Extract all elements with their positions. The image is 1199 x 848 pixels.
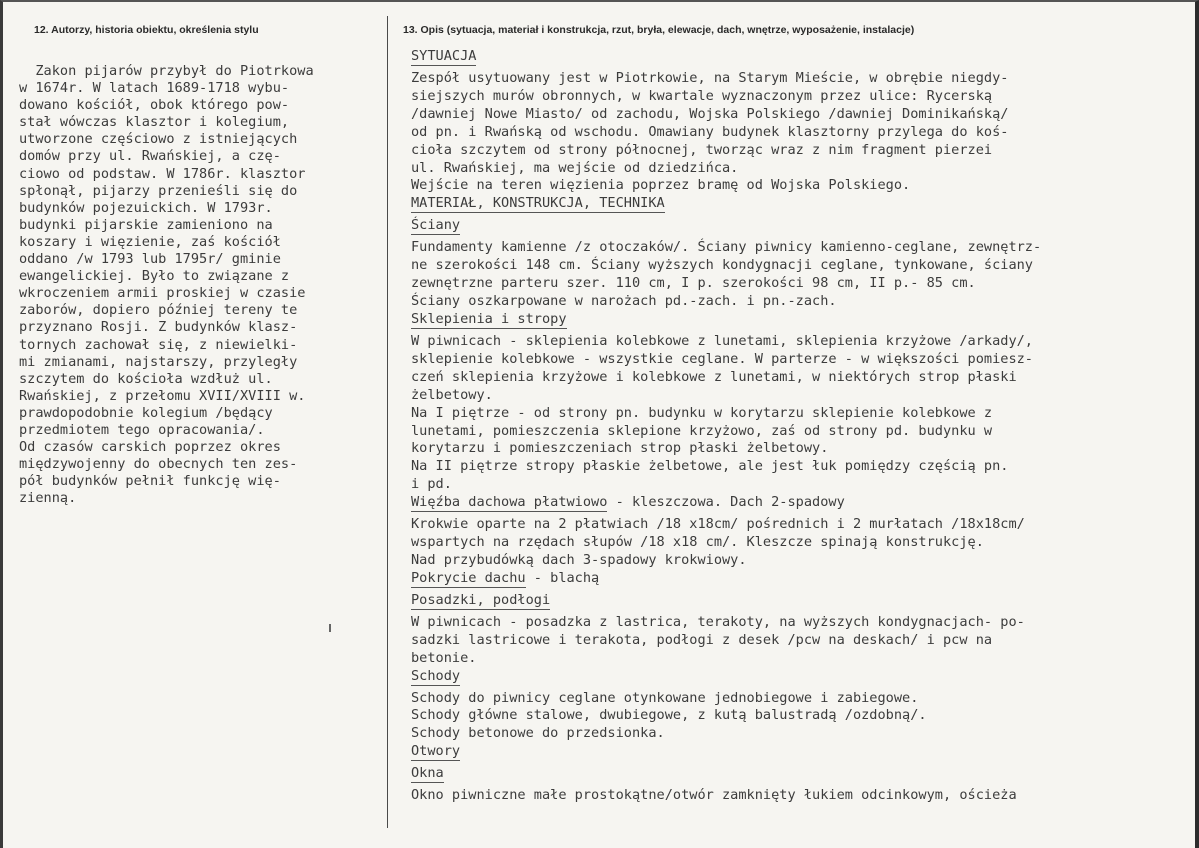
text-line: żelbetowy. [411,386,493,403]
text-line: dowano kościół, obok którego pow- [19,97,290,114]
sytuacja-heading: SYTUACJA [411,48,477,64]
text-line: budynki pijarskie zamieniono na [19,216,273,233]
text-line: Schody do piwnicy ceglane otynkowane jednobiegowe i zabiegowe. [411,689,919,706]
stray-mark [329,624,331,632]
history-text [19,63,399,507]
text-line: Na I piętrze - od strony pn. budynku w korytarzu sklepienie kolebkowe z [411,404,993,421]
sklepienia-heading: Sklepienia i stropy [411,310,567,327]
text-line: ne szerokości 148 cm. Ściany wyższych kondygnacji ceglane, tynkowane, ściany [411,257,1033,274]
text-line: Wejście na teren więzienia poprzez bramę od Wojska Polskiego. [411,177,911,194]
posadzki-heading: Posadzki, podłogi [411,591,551,608]
text-line: wspartych na rzędach słupów /18 x18 cm/. Kleszcze spinają konstrukcję. [411,534,984,551]
section-13-header: 13. Opis (sytuacja, materiał i konstrukcja, rzut, bryła, elewacje, dach, wnętrze, wyposażenie, instalacje) [403,24,915,36]
text-line: Ściany oszkarpowane w narożach pd.-zach. i pn.-zach. [411,293,837,310]
text-line: utworzone częściowo z istniejących [19,131,298,148]
text-line: Na II piętrze stropy płaskie żelbetowe, ale jest łuk pomiędzy częścią pn. [411,458,1009,475]
material-heading: MATERIAŁ, KONSTRUKCJA, TECHNIKA [411,195,665,212]
text-line: zewnętrzne parteru szer. 110 cm, I p. szerokości 98 cm, II p.- 85 cm. [411,275,976,292]
text-line: domów przy ul. Rwańskiej, a czę- [19,148,281,165]
text-line: siejszych murów obronnych, w kwartale wyznaczonym przez ulice: Rycerską [411,87,993,104]
wiezba-heading-rest: - kleszczowa. Dach 2-spadowy [607,494,845,511]
text-line: od pn. i Rwańską od wschodu. Omawiany budynek klasztorny przylega do koś- [411,123,1009,140]
text-line: sklepienie kolebkowe - wszystkie ceglane. W parterze - w większości pomiesz- [411,350,1033,367]
text-line: przyznano Rosji. Z budynków klasz- [19,319,298,336]
text-line: ewangelickiej. Było to związane z [19,268,290,285]
text-line: sadzki lastricowe i terakota, podłogi z desek /pcw na deskach/ i pcw na [411,631,993,648]
pokrycie-heading: Pokrycie dachu [411,569,526,586]
text-line: Schody główne stalowe, dwubiegowe, z kutą balustradą /ozdobną/. [411,707,927,724]
text-line: stał wówczas klasztor i kolegium, [19,114,290,131]
text-line: Krokwie oparte na 2 płatwiach /18 x18cm/ pośrednich i 2 murłatach /18x18cm/ [411,516,1025,533]
text-line: Schody betonowe do przedsionka. [411,725,665,742]
text-line: budynków pojezuickich. W 1793r. [19,199,273,216]
text-line: wkroczeniem armii proskiej w czasie [19,285,306,302]
text-line: Fundamenty kamienne /z otoczaków/. Ściany piwnicy kamienno-ceglane, zewnętrz- [411,239,1042,256]
text-line: i pd. [411,476,452,493]
text-line: lunetami, pomieszczenia sklepione krzyżowo, zaś od strony pd. budynku w [411,422,993,439]
text-line: Nad przybudówką dach 3-spadowy krokwiowy. [411,551,747,568]
text-line: mi zmianami, najstarszy, przyległy [19,353,298,370]
text-line: tornych zachował się, z niewielki- [19,336,298,353]
text-line: międzywojenny do obecnych ten zes- [19,456,298,473]
text-line: Od czasów carskich poprzez okres [19,439,281,456]
text-line: szczytem do kościoła wzdłuż ul. [19,370,273,387]
text-line: ciowo od podstaw. W 1786r. klasztor [19,165,306,182]
text-line: czeń sklepienia krzyżowe i kolebkowe z lunetami, w niektórych strop płaski [411,368,1017,385]
otwory-heading: Otwory [411,743,461,760]
section-12-header: 12. Autorzy, historia obiektu, określenia stylu [34,24,259,36]
text-line: betonie. [411,649,477,666]
text-line: W piwnicach - sklepienia kolebkowe z lunetami, sklepienia krzyżowe /arkady/, [411,332,1033,349]
pokrycie-heading-rest: - blachą [525,569,600,586]
text-line: w 1674r. W latach 1689-1718 wybu- [19,80,290,97]
text-line: korytarzu i pomieszczeniach strop płaski żelbetowy. [411,440,829,457]
text-line: prawdopodobnie kolegium /będący [19,404,273,421]
text-line: zaborów, dopiero później tereny te [19,302,298,319]
text-line: zienną. [19,490,77,507]
text-line: koszary i więzienie, zaś kościół [19,233,281,250]
schody-heading: Schody [411,667,461,684]
text-line: cioła szczytem od strony północnej, tworząc wraz z nim fragment pierzei [411,141,993,158]
text-line: /dawniej Nowe Miasto/ od zachodu, Wojska Polskiego /dawniej Dominikańską/ [411,105,1009,122]
text-line: przedmiotem tego opracowania/. [19,421,265,438]
text-line: Zespół usytuowany jest w Piotrkowie, na Starym Mieście, w obrębie niegdy- [411,70,1009,86]
text-line: spłonął, pijarzy przenieśli się do [19,182,298,199]
text-line: Zakon pijarów przybył do Piotrkowa [19,63,314,79]
text-line: Okno piwniczne małe prostokątne/otwór zamknięty łukiem odcinkowym, ościeża [411,787,1017,804]
sciany-heading: Ściany [411,217,461,234]
text-line: Rwańskiej, z przełomu XVII/XVIII w. [19,387,306,404]
okna-heading: Okna [411,765,444,782]
wiezba-heading: Więźba dachowa płatwiowo [411,494,608,511]
text-line: oddano /w 1793 lub 1795r/ gminie [19,251,281,268]
text-line: ul. Rwańskiej, ma wejście od dziedzińca. [411,159,739,176]
text-line: pół budynków pełnił funkcję wię- [19,473,281,490]
text-line: W piwnicach - posadzka z lastrica, terakoty, na wyższych kondygnacjach- po- [411,613,1025,630]
description-text [411,48,1197,805]
